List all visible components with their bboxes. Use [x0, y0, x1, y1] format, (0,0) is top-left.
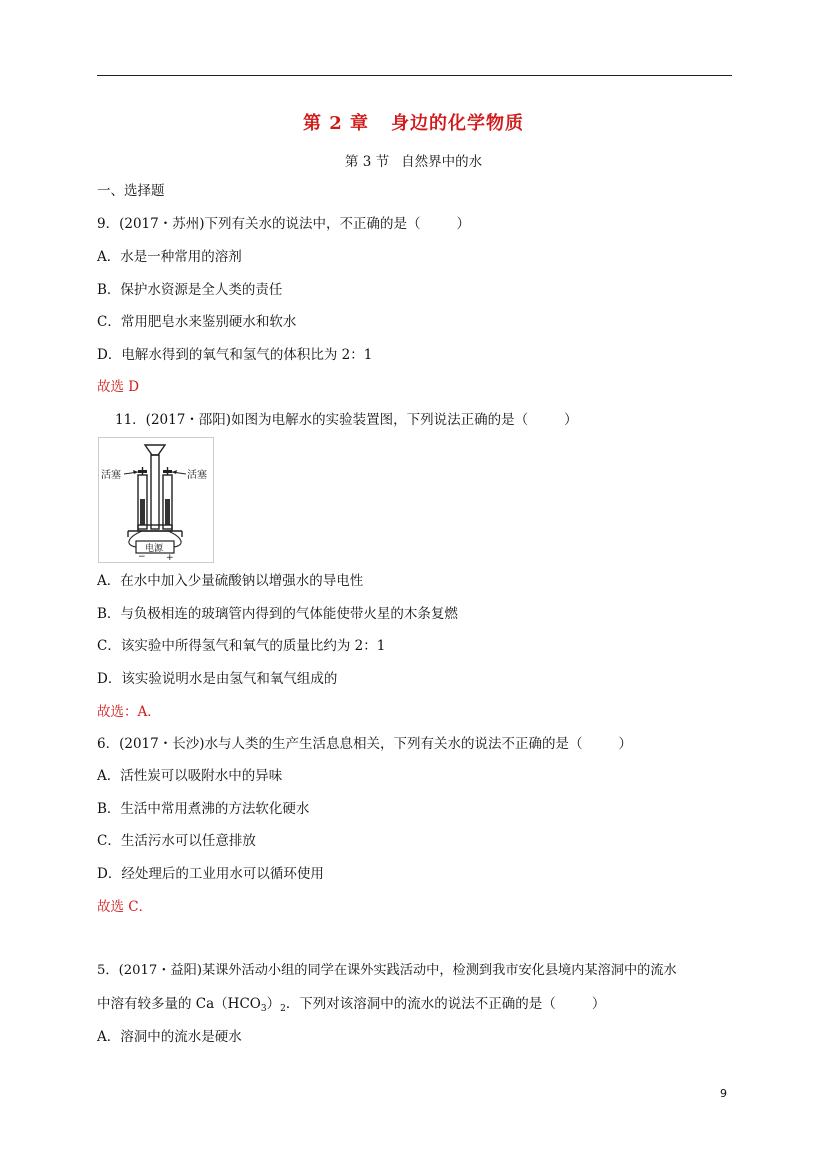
- svg-text:−: −: [138, 552, 146, 562]
- q11-option-d: D．该实验说明水是由氢气和氧气组成的: [97, 671, 338, 687]
- part-heading: 一、选择题: [97, 183, 165, 199]
- q11-option-b: B．与负极相连的玻璃管内得到的气体能使带火星的木条复燃: [97, 606, 458, 622]
- figure-label-source: 电源: [145, 544, 164, 554]
- q9-stem: [97, 215, 470, 233]
- q9-answer: 故选 D: [97, 379, 140, 395]
- q5-stem-end: ）: [591, 996, 606, 1012]
- q11-option-a: A．在水中加入少量硫酸钠以增强水的导电性: [97, 573, 364, 589]
- section-number: 第 3 节: [344, 154, 390, 170]
- q9-option-d: D．电解水得到的氧气和氢气的体积比为 2：1: [97, 347, 373, 363]
- chapter-number: 第 2 章: [302, 113, 370, 134]
- electrolysis-apparatus-figure: [98, 437, 214, 563]
- q5-stem-part-b: ）: [266, 996, 281, 1012]
- q11-stem-text: 11．(2017・邵阳)如图为电解水的实验装置图，下列说法正确的是（: [115, 412, 529, 428]
- section-title: [0, 150, 827, 170]
- q5-stem-part-a: 中溶有较多量的 Ca（HCO: [97, 996, 261, 1012]
- svg-text:+: +: [166, 553, 174, 563]
- q6-option-c: C．生活污水可以任意排放: [97, 833, 256, 849]
- q5-stem-line1: 5．(2017・益阳)某课外活动小组的同学在课外实践活动中，检测到我市安化县境内某溶洞中的流水: [97, 963, 677, 978]
- q11-stem: [115, 411, 578, 429]
- header-rule: [97, 75, 732, 76]
- q6-stem: [97, 735, 632, 753]
- q9-stem-text: 9．(2017・苏州)下列有关水的说法中，不正确的是（: [97, 216, 421, 232]
- q5-option-a: A．溶洞中的流水是硬水: [97, 1029, 242, 1045]
- q6-option-d: D．经处理后的工业用水可以循环使用: [97, 866, 324, 882]
- q9-option-c: C．常用肥皂水来鉴别硬水和软水: [97, 314, 297, 330]
- chapter-title: [0, 109, 827, 135]
- q6-stem-text: 6．(2017・长沙)水与人类的生产生活息息相关，下列有关水的说法不正确的是（: [97, 736, 583, 752]
- q6-option-b: B．生活中常用煮沸的方法软化硬水: [97, 801, 310, 817]
- figure-label-right: 活塞: [187, 470, 207, 481]
- q5-subscript-3: 3: [260, 1004, 267, 1014]
- q5-stem-line2: [97, 995, 605, 1018]
- q11-option-c: C．该实验中所得氢气和氧气的质量比约为 2：1: [97, 638, 386, 654]
- q11-stem-end: ）: [564, 412, 578, 428]
- q9-option-a: A．水是一种常用的溶剂: [97, 249, 242, 265]
- q11-answer: 故选：A．: [97, 704, 161, 720]
- q6-option-a: A．活性炭可以吸附水中的异味: [97, 768, 283, 784]
- q9-stem-end: ）: [456, 216, 470, 232]
- page-number: 9: [720, 1087, 727, 1100]
- q6-stem-end: ）: [618, 736, 632, 752]
- q9-option-b: B．保护水资源是全人类的责任: [97, 282, 283, 298]
- figure-label-left: 活塞: [101, 470, 121, 481]
- q6-answer: 故选 C．: [97, 899, 153, 915]
- section-name: 自然界中的水: [401, 154, 483, 170]
- chapter-name: 身边的化学物质: [391, 113, 525, 134]
- q5-subscript-2: 2: [280, 1004, 286, 1014]
- q5-stem-part-c: ．下列对该溶洞中的流水的说法不正确的是（: [285, 996, 556, 1012]
